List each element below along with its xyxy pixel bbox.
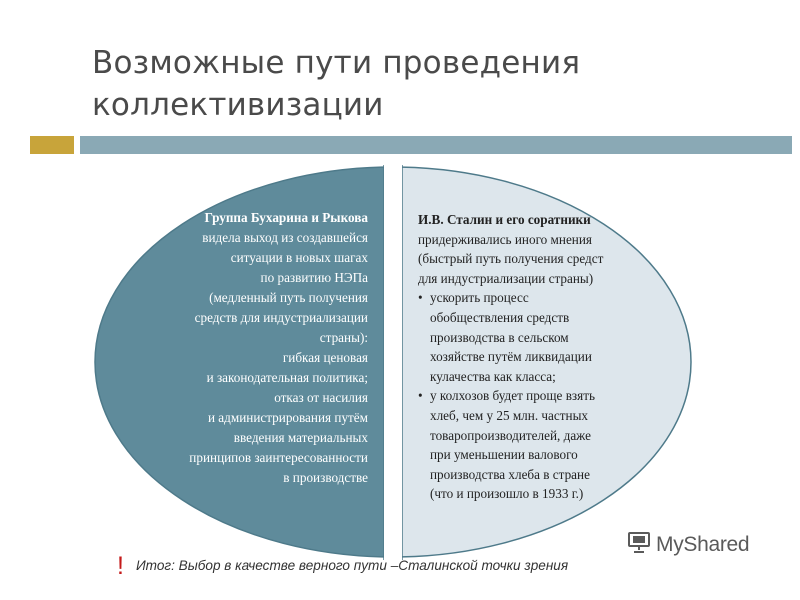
- bullet-line: товаропроизводителей, даже: [430, 427, 591, 443]
- conclusion: [117, 552, 568, 581]
- bullet-line: у колхозов будет проще взять: [430, 388, 595, 404]
- left-group-line: и администрирования путём: [207, 410, 368, 425]
- left-group-line: средств для индустриализации: [194, 310, 368, 325]
- slide-title-line1: Возможные пути проведения: [92, 45, 581, 81]
- bullet-line: хлеб, чем у 25 млн. частных: [430, 407, 589, 423]
- left-group-line: по развитию НЭПа: [260, 270, 368, 285]
- presentation-board-icon: [627, 530, 651, 560]
- myshared-logo[interactable]: [627, 530, 749, 560]
- left-group-line: принципов заинтересованности: [189, 450, 368, 465]
- left-group-line: в производстве: [283, 470, 368, 485]
- left-group-line: гибкая ценовая: [282, 350, 368, 365]
- accent-bar-blue: [80, 136, 792, 154]
- left-group-line: отказ от насилия: [274, 390, 368, 405]
- slide-title-line2: коллективизации: [92, 87, 384, 123]
- logo-text: MyShared: [656, 533, 750, 556]
- bullet-line: обобществления средств: [430, 309, 570, 325]
- bullet-icon: •: [418, 290, 423, 306]
- bullet-line: при уменьшении валового: [430, 447, 578, 463]
- left-group-line: ситуации в новых шагах: [230, 250, 368, 265]
- bullet-line: ускорить процесс: [430, 290, 529, 306]
- bullet-line: производства хлеба в стране: [430, 466, 590, 482]
- right-group-intro-line: для индустриализации страны): [418, 270, 594, 286]
- bullet-icon: •: [418, 388, 423, 404]
- bullet-item-1: [418, 288, 680, 308]
- exclamation-mark: !: [117, 552, 124, 580]
- left-group-line: и законодательная политика;: [206, 370, 368, 385]
- left-group-line: страны):: [319, 330, 368, 345]
- left-group-heading: Группа Бухарина и Рыкова: [204, 210, 368, 225]
- bullet-item-2: [418, 386, 680, 406]
- bullet-line: кулачества как класса;: [430, 368, 556, 384]
- bullet-line: производства в сельском: [430, 329, 569, 345]
- conclusion-text: Итог: Выбор в качестве верного пути –Сталинской точки зрения: [135, 558, 569, 573]
- bullet-line: хозяйстве путём ликвидации: [430, 349, 592, 365]
- accent-bar-gold: [30, 136, 74, 154]
- left-group-text: [132, 208, 368, 488]
- right-group-intro-line: придерживались иного мнения: [418, 231, 592, 247]
- left-group-line: (медленный путь получения: [209, 290, 368, 305]
- slide-title: [92, 42, 742, 126]
- right-group-intro-line: (быстрый путь получения средст: [418, 251, 604, 267]
- right-group-heading: И.В. Сталин и его соратники: [418, 212, 591, 227]
- left-group-line: введения материальных: [233, 430, 368, 445]
- bullet-line: (что и произошло в 1933 г.): [430, 486, 584, 502]
- right-group-text: [418, 210, 680, 504]
- left-group-line: видела выход из создавшейся: [202, 230, 368, 245]
